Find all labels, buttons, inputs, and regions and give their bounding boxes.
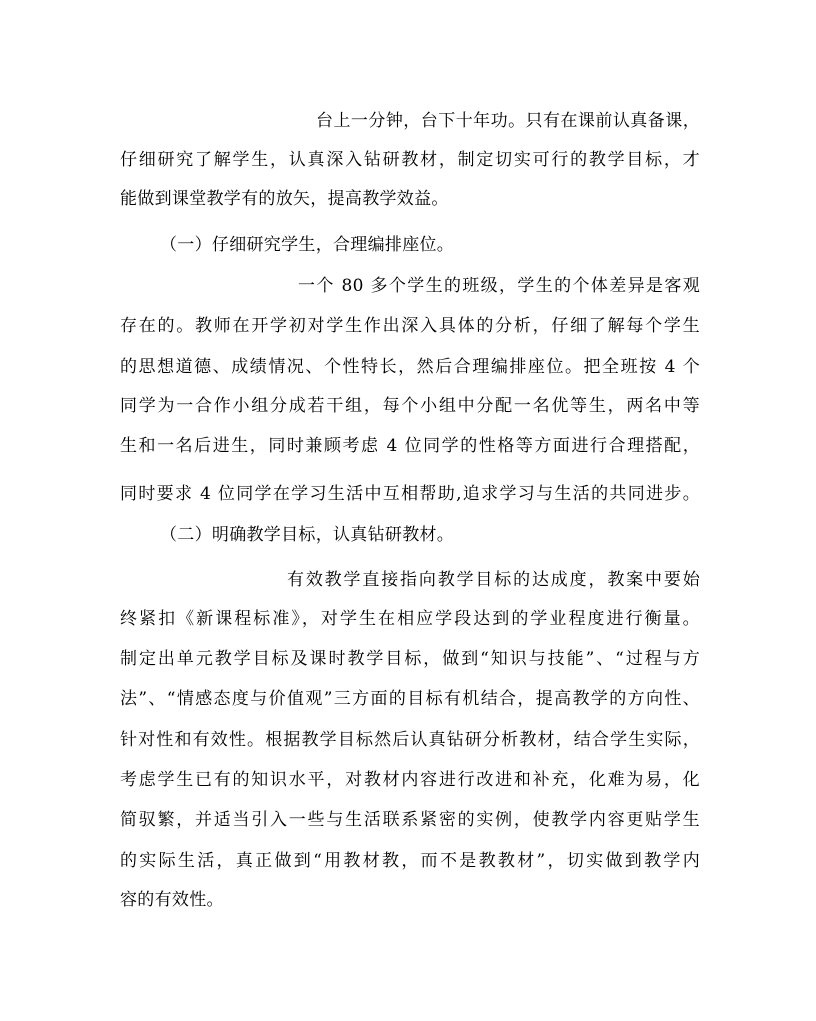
paragraph-2-line-4: 同学为一合作小组分成若干组，每个小组中分配一名优等生，两名中等 — [120, 396, 700, 416]
paragraph-2-line-6: 同时要求 4 位同学在学习生活中互相帮助,追求学习与生活的共同进步。 — [120, 484, 700, 504]
paragraph-1-line-2: 仔细研究了解学生，认真深入钻研教材，制定切实可行的教学目标，才 — [120, 150, 700, 170]
paragraph-1-line-1: 台上一分钟，台下十年功。只有在课前认真备课， — [316, 111, 700, 131]
section-heading-2: （二）明确教学目标，认真钻研教材。 — [160, 525, 455, 545]
paragraph-3-line-5: 针对性和有效性。根据教学目标然后认真钻研分析教材，结合学生实际， — [120, 730, 700, 750]
paragraph-1-line-3: 能做到课堂教学有的放矢，提高教学效益。 — [120, 189, 449, 209]
paragraph-3-line-3: 制定出单元教学目标及课时教学目标，做到“知识与技能”、“过程与方 — [120, 649, 700, 669]
paragraph-3-line-9: 容的有效性。 — [120, 890, 224, 910]
paragraph-2-line-5: 生和一名后进生，同时兼顾考虑 4 位同学的性格等方面进行合理搭配， — [120, 436, 700, 456]
section-heading-1: （一）仔细研究学生，合理编排座位。 — [160, 235, 455, 255]
paragraph-3-line-7: 简驭繁，并适当引入一些与生活联系紧密的实例，使教学内容更贴学生 — [120, 810, 700, 830]
paragraph-3-line-6: 考虑学生已有的知识水平，对教材内容进行改进和补充，化难为易，化 — [120, 770, 700, 790]
paragraph-2-line-1: 一个 80 多个学生的班级，学生的个体差异是客观 — [298, 276, 700, 296]
paragraph-2-line-2: 存在的。教师在开学初对学生作出深入具体的分析，仔细了解每个学生 — [120, 316, 700, 336]
paragraph-2-line-3: 的思想道德、成绩情况、个性特长，然后合理编排座位。把全班按 4 个 — [120, 357, 700, 377]
paragraph-3-line-4: 法”、“情感态度与价值观”三方面的目标有机结合，提高教学的方向性、 — [120, 689, 700, 709]
paragraph-3-line-1: 有效教学直接指向教学目标的达成度，教案中要始 — [287, 570, 700, 590]
paragraph-3-line-2: 终紧扣《新课程标准》，对学生在相应学段达到的学业程度进行衡量。 — [120, 609, 700, 629]
paragraph-3-line-8: 的实际生活，真正做到“用教材教，而不是教教材”，切实做到教学内 — [120, 851, 700, 871]
